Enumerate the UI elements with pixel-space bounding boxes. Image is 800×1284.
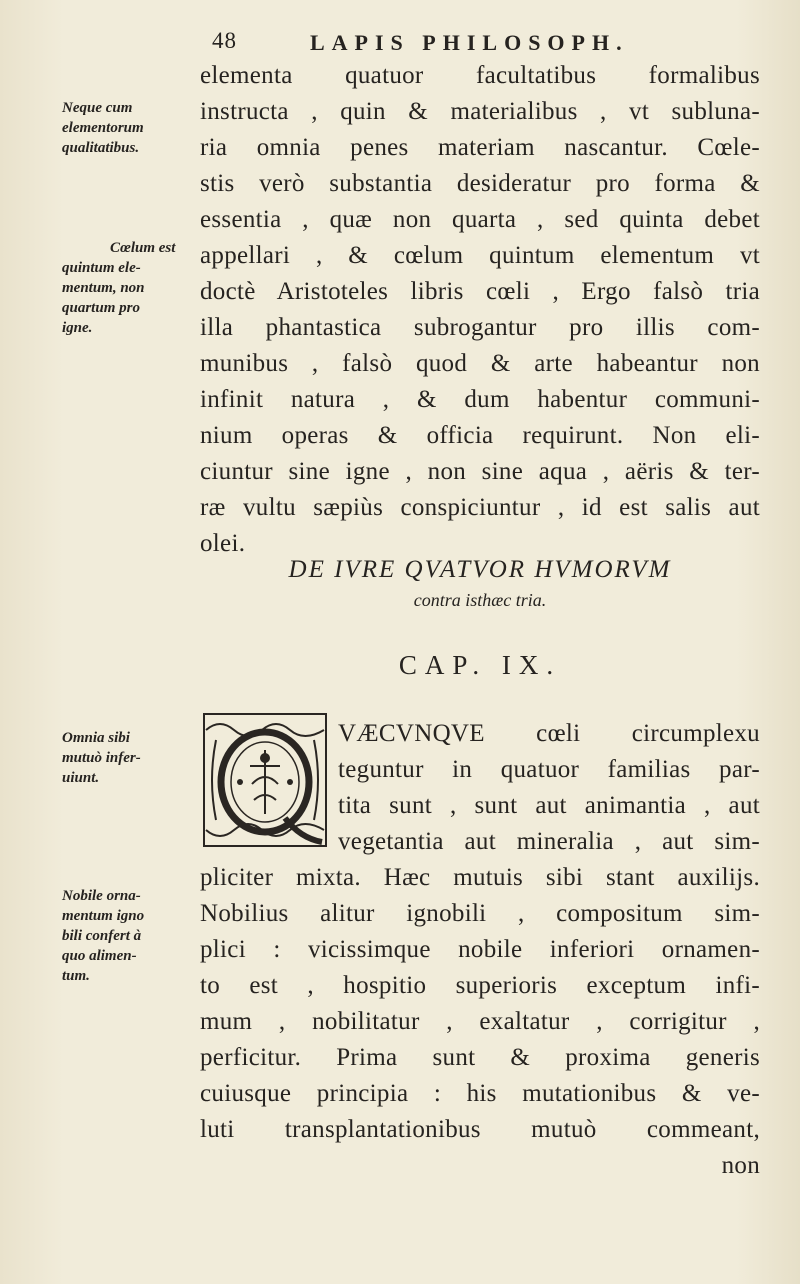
text-line: essentia , quæ non quarta , sed quinta debet [200, 206, 760, 233]
page-number: 48 [212, 28, 237, 53]
margin-note-line: uiunt. [62, 770, 100, 786]
margin-note-line: Cœlum est [110, 240, 176, 256]
margin-note-line: quo alimen- [62, 948, 137, 964]
text-line: mum , nobilitatur , exaltatur , corrigitur , [200, 1008, 760, 1035]
margin-note [62, 98, 144, 158]
margin-note-line: quintum ele- [62, 260, 141, 276]
margin-note-line: Neque cum [62, 100, 133, 116]
margin-note-line: igne. [62, 320, 93, 336]
margin-note-line: Nobile orna- [62, 888, 141, 904]
text-line: vegetantia aut mineralia , aut sim- [338, 828, 760, 855]
margin-note [62, 886, 144, 986]
text-line: pliciter mixta. Hæc mutuis sibi stant auxilijs. [200, 864, 760, 891]
margin-note [62, 728, 141, 788]
margin-note-line: quartum pro [62, 300, 140, 316]
text-line: plici : vicissimque nobile inferiori ornamen- [200, 936, 760, 963]
running-head [200, 22, 760, 62]
margin-note-line: tum. [62, 968, 90, 984]
text-line: stis verò substantia desideratur pro forma & [200, 170, 760, 197]
text-line: ria omnia penes materiam nascantur. Cœle- [200, 134, 760, 161]
margin-note [62, 238, 175, 338]
text-line: infinit natura , & dum habentur communi- [200, 386, 760, 413]
text-line: to est , hospitio superioris exceptum infi- [200, 972, 760, 999]
paragraph-1 [200, 58, 760, 562]
text-line: teguntur in quatuor familias par- [338, 756, 760, 783]
running-title: LAPIS PHILOSOPH. [310, 30, 629, 55]
text-line: doctè Aristoteles libris cœli , Ergo falsò tria [200, 278, 760, 305]
text-line: illa phantastica subrogantur pro illis com- [200, 314, 760, 341]
margin-note-line: mutuò infer- [62, 750, 141, 766]
paragraph-2-indented [338, 716, 760, 860]
text-line: appellari , & cœlum quintum elementum vt [200, 242, 760, 269]
text-line: cuiusque principia : his mutationibus & ve- [200, 1080, 760, 1107]
section-subheading: contra isthæc tria. [413, 590, 547, 610]
text-line: olei. [200, 530, 246, 557]
text-line: ciuntur sine igne , non sine aqua , aëris & ter- [200, 458, 760, 485]
margin-note-line: elementorum [62, 120, 144, 136]
text-line: VÆCVNQVE cœli circumplexu [338, 720, 760, 747]
catchword: non [721, 1152, 760, 1179]
margin-note-line: qualitatibus. [62, 140, 140, 156]
paragraph-2 [200, 860, 760, 1184]
margin-note-line: Omnia sibi [62, 730, 130, 746]
decorated-initial [200, 710, 330, 850]
margin-note-line: bili confert à [62, 928, 142, 944]
section-heading: DE IVRE QVATVOR HVMORVM [288, 556, 672, 583]
chapter-heading: CAP. IX. [398, 650, 562, 680]
text-line: instructa , quin & materialibus , vt subluna- [200, 98, 760, 125]
text-line: perficitur. Prima sunt & proxima generis [200, 1044, 760, 1071]
margin-note-line: mentum igno [62, 908, 145, 924]
text-line: nium operas & officia requirunt. Non eli- [200, 422, 760, 449]
margin-note-line: mentum, non [62, 280, 145, 296]
text-line: tita sunt , sunt aut animantia , aut [338, 792, 760, 819]
text-line: munibus , falsò quod & arte habeantur non [200, 350, 760, 377]
text-line: luti transplantationibus mutuò commeant, [200, 1116, 760, 1143]
text-line: Nobilius alitur ignobili , compositum sim- [200, 900, 760, 927]
text-line: ræ vultu sæpiùs conspiciuntur , id est salis aut [200, 494, 760, 521]
text-line: elementa quatuor facultatibus formalibus [200, 62, 760, 89]
